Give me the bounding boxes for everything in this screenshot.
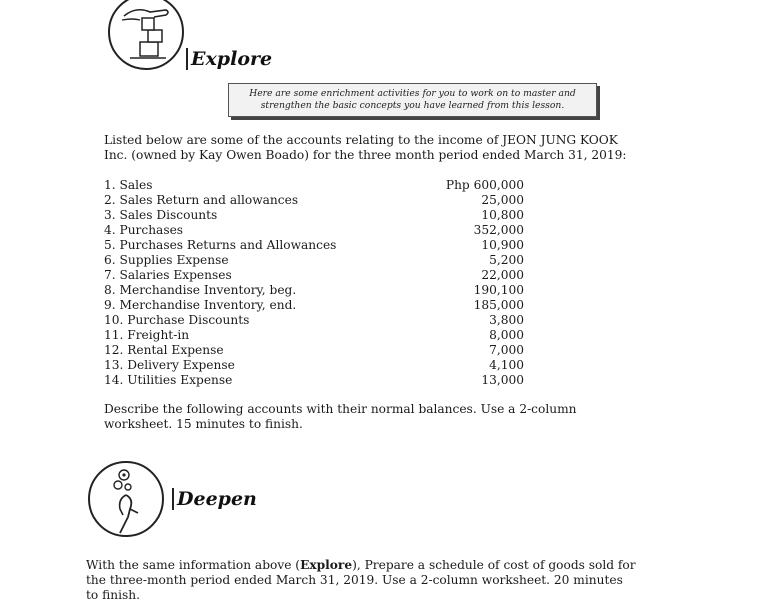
account-amount: Php 600,000	[445, 178, 524, 192]
account-amount: 10,800	[481, 208, 524, 222]
deepen-title: Deepen	[172, 488, 257, 510]
list-item	[104, 283, 524, 298]
deepen-badge	[88, 461, 164, 537]
account-amount: 185,000	[473, 298, 524, 312]
deepen-instruction-bold: Explore	[300, 558, 353, 572]
account-amount: 190,100	[473, 283, 524, 297]
list-item	[104, 358, 524, 373]
account-name: 9. Merchandise Inventory, end.	[104, 298, 297, 312]
explore-badge	[108, 0, 184, 70]
account-name: 5. Purchases Returns and Allowances	[104, 238, 337, 252]
account-name: 14. Utilities Expense	[104, 373, 233, 387]
list-item	[104, 313, 524, 328]
list-item	[104, 373, 524, 388]
account-name: 13. Delivery Expense	[104, 358, 235, 372]
account-amount: 5,200	[489, 253, 524, 267]
explore-intro: Listed below are some of the accounts relating to the income of JEON JUNG KOOK Inc. (owned by Kay Owen Boado) for the three month period ended March 31, 2019:	[104, 133, 627, 162]
deepen-instruction-prefix: With the same information above (	[86, 558, 301, 572]
list-item	[104, 208, 524, 223]
account-amount: 3,800	[489, 313, 524, 327]
explore-instruction: Describe the following accounts with their normal balances. Use a 2-column worksheet. 15 minutes to finish.	[104, 402, 577, 431]
account-amount: 352,000	[473, 223, 524, 237]
list-item	[104, 238, 524, 253]
account-list	[104, 178, 524, 388]
account-name: 10. Purchase Discounts	[104, 313, 250, 327]
account-name: 6. Supplies Expense	[104, 253, 229, 267]
list-item	[104, 223, 524, 238]
account-name: 2. Sales Return and allowances	[104, 193, 299, 207]
account-name: 1. Sales	[104, 178, 153, 192]
account-amount: 13,000	[481, 373, 524, 387]
deepen-instruction	[86, 558, 638, 603]
account-amount: 4,100	[489, 358, 524, 372]
account-name: 7. Salaries Expenses	[104, 268, 232, 282]
list-item	[104, 298, 524, 313]
account-name: 4. Purchases	[104, 223, 184, 237]
list-item	[104, 343, 524, 358]
list-item	[104, 268, 524, 283]
building-blocks-icon	[110, 0, 184, 70]
enrichment-note: Here are some enrichment activities for you to work on to master and strengthen the basic concepts you have learned from this lesson.	[228, 83, 597, 117]
account-amount: 22,000	[481, 268, 524, 282]
list-item	[104, 253, 524, 268]
account-amount: 25,000	[481, 193, 524, 207]
account-name: 3. Sales Discounts	[104, 208, 218, 222]
explore-title: Explore	[186, 48, 272, 70]
list-item	[104, 178, 524, 193]
list-item	[104, 328, 524, 343]
list-item	[104, 193, 524, 208]
deepen-instruction-suffix: ), Prepare a schedule of cost of goods sold for the three-month period ended March 31, 2019. Use a 2-column worksheet. 20 minutes to finish.	[86, 558, 636, 602]
thinking-person-icon	[90, 463, 164, 537]
account-name: 8. Merchandise Inventory, beg.	[104, 283, 297, 297]
account-amount: 8,000	[489, 328, 524, 342]
account-amount: 10,900	[481, 238, 524, 252]
account-name: 12. Rental Expense	[104, 343, 224, 357]
account-amount: 7,000	[489, 343, 524, 357]
account-name: 11. Freight-in	[104, 328, 190, 342]
